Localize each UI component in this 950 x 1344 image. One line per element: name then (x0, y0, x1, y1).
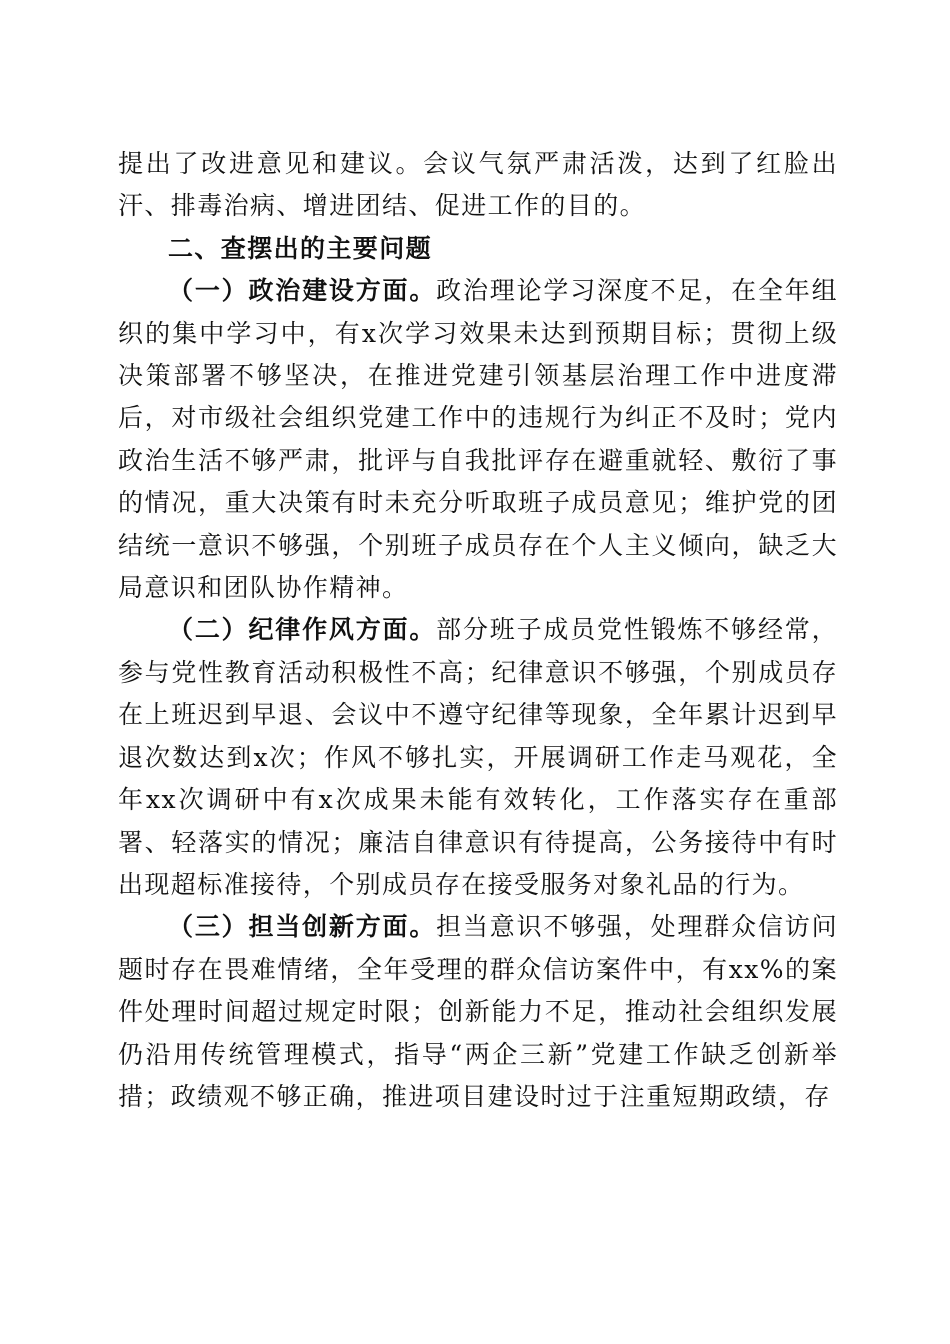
section-3-paragraph (118, 906, 838, 1118)
section-1-paragraph (118, 270, 838, 609)
section-1-body: 政治理论学习深度不足，在全年组织的集中学习中，有x次学习效果未达到预期目标；贯彻上级决策部署不够坚决，在推进党建引领基层治理工作中进度滞后，对市级社会组织党建工作中的违规行为纠正不及时；党内政治生活不够严肃，批评与自我批评存在避重就轻、敷衍了事的情况，重大决策有时未充分听取班子成员意见；维护党的团结统一意识不够强，个别班子成员存在个人主义倾向，缺乏大局意识和团队协作精神。 (118, 276, 838, 603)
section-3-lead: （三）担当创新方面。 (168, 912, 437, 942)
section-2-lead: （二）纪律作风方面。 (168, 615, 437, 645)
section-heading: 二、查摆出的主要问题 (168, 233, 433, 263)
section-3-body: 担当意识不够强，处理群众信访问题时存在畏难情绪，全年受理的群众信访案件中，有xx%的案件处理时间超过规定时限；创新能力不足，推动社会组织发展仍沿用传统管理模式，指导“两企三新”党建工作缺乏创新举措；政绩观不够正确，推进项目建设时过于注重短期政绩，存 (118, 912, 838, 1111)
section-1-lead: （一）政治建设方面。 (168, 276, 437, 306)
section-2-body: 部分班子成员党性锻炼不够经常，参与党性教育活动积极性不高；纪律意识不够强，个别成员存在上班迟到早退、会议中不遵守纪律等现象，全年累计迟到早退次数达到x次；作风不够扎实，开展调研工作走马观花，全年xx次调研中有x次成果未能有效转化，工作落实存在重部署、轻落实的情况；廉洁自律意识有待提高，公务接待中有时出现超标准接待，个别成员存在接受服务对象礼品的行为。 (118, 615, 838, 899)
intro-paragraph: 提出了改进意见和建议。会议气氛严肃活泼，达到了红脸出汗、排毒治病、增进团结、促进工作的目的。 (118, 149, 838, 221)
document-body (118, 143, 838, 1118)
section-2-paragraph (118, 609, 838, 906)
